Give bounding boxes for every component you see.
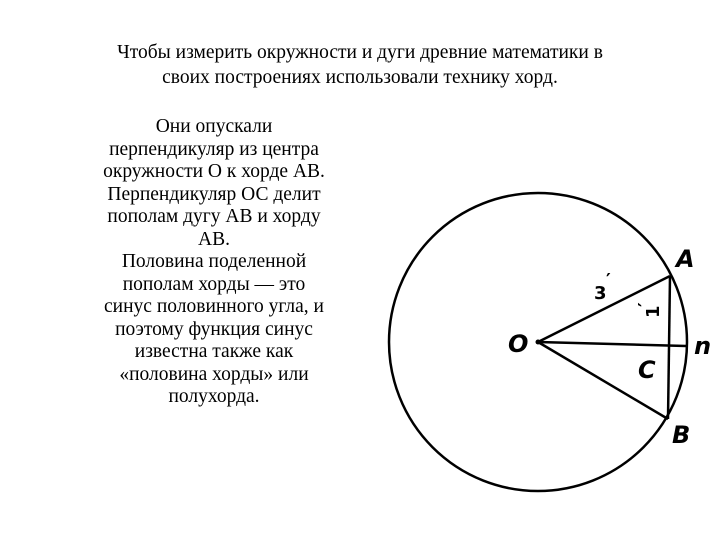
label-three-prime: ′ <box>606 270 611 291</box>
label-c: C <box>638 356 656 384</box>
label-n: n <box>694 332 712 360</box>
body-line: окружности О к хорде АВ. <box>103 161 325 182</box>
title-line-2: своих построениях использовали технику хорд. <box>162 67 558 88</box>
label-o: O <box>508 330 529 358</box>
body-line: Они опускали <box>155 116 273 137</box>
label-b: B <box>672 421 691 449</box>
label-one: 1 <box>643 305 664 318</box>
body-line: «половина хорды» или <box>119 363 309 385</box>
body-line: Перпендикуляр ОС делит <box>107 183 321 205</box>
body-line: пополам дугу АВ и хорду <box>107 206 321 227</box>
label-one-prime: ′ <box>635 302 656 307</box>
body-line: синус половинного угла, и <box>104 296 324 317</box>
body-line: Половина поделенной <box>121 251 307 272</box>
body-line: перпендикуляр из центра <box>109 138 319 160</box>
chord-ab <box>668 276 670 419</box>
center-point <box>536 340 541 345</box>
body-line: известна также как <box>134 341 294 362</box>
label-three: 3 <box>594 283 607 304</box>
label-a: A <box>676 245 695 273</box>
line-oc <box>538 342 686 346</box>
title-line-1: Чтобы измерить окружности и дуги древние математики в <box>117 42 603 63</box>
body-line: поэтому функция синус <box>115 318 313 340</box>
body-line: полухорда. <box>168 386 260 407</box>
body-line: АВ. <box>198 228 230 250</box>
body-line: пополам хорды — это <box>122 273 306 295</box>
